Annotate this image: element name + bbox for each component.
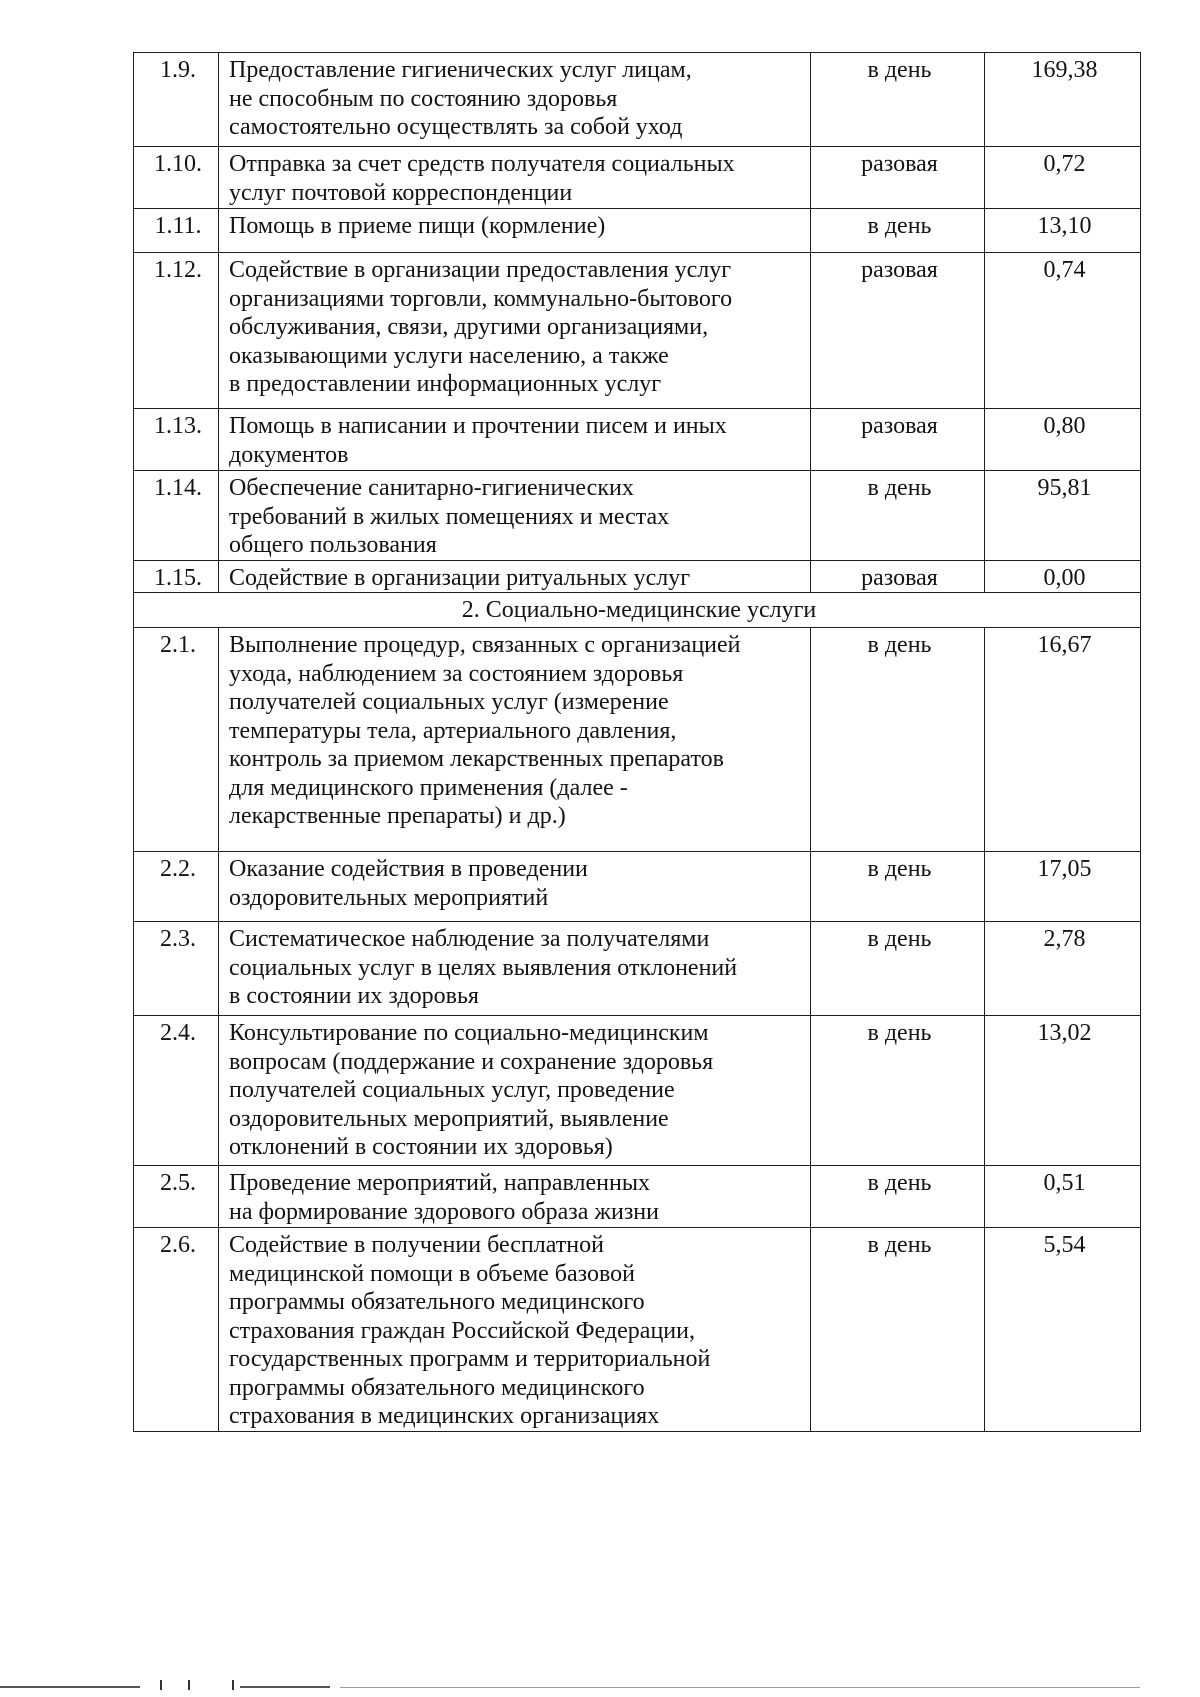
table-row (134, 147, 1141, 209)
row-number: 1.9. (134, 53, 219, 147)
service-name-line: Помощь в написании и прочтении писем и иных (229, 413, 727, 439)
service-price: 169,38 (985, 53, 1141, 147)
service-name-line: лекарственные препараты) и др.) (229, 803, 566, 829)
service-name-line: для медицинского применения (далее - (229, 774, 628, 801)
scan-edge-artifact (0, 1680, 1200, 1692)
service-price: 13,02 (985, 1016, 1141, 1166)
service-name (219, 409, 811, 471)
table-row (134, 253, 1141, 409)
row-number: 1.10. (134, 147, 219, 209)
table-row (134, 1016, 1141, 1166)
service-name-line: оздоровительных мероприятий (229, 884, 549, 911)
row-number: 2.3. (134, 922, 219, 1016)
service-name-line: Систематическое наблюдение за получателями (229, 926, 710, 952)
service-name (219, 1016, 811, 1166)
table-row (134, 628, 1141, 852)
service-name-line: страхования граждан Российской Федерации, (229, 1317, 695, 1344)
row-number: 1.12. (134, 253, 219, 409)
service-unit: в день (811, 209, 985, 253)
service-name-line: в состоянии их здоровья (229, 983, 479, 1009)
service-name-line: Проведение мероприятий, направленных (229, 1170, 650, 1196)
service-name-line: обслуживания, связи, другими организациями, (229, 314, 709, 340)
service-name-line: страхования в медицинских организациях (229, 1403, 660, 1429)
service-name-line: отклонений в состоянии их здоровья) (229, 1134, 613, 1160)
service-price: 16,67 (985, 628, 1141, 852)
service-name (219, 209, 811, 253)
table-row (134, 1228, 1141, 1432)
service-name-line: температуры тела, артериального давления, (229, 717, 677, 744)
service-unit: разовая (811, 253, 985, 409)
row-number: 2.6. (134, 1228, 219, 1432)
service-name (219, 471, 811, 561)
service-name-line: получателей социальных услуг, проведение (229, 1077, 675, 1103)
tariff-table-body (134, 53, 1141, 1432)
service-price: 5,54 (985, 1228, 1141, 1432)
service-unit: в день (811, 852, 985, 922)
service-name-line: документов (229, 441, 349, 468)
service-name-line: общего пользования (229, 532, 437, 558)
service-name-line: вопросам (поддержание и сохранение здоровья (229, 1048, 714, 1075)
service-name-line: Отправка за счет средств получателя социальных (229, 151, 735, 177)
service-price: 0,51 (985, 1166, 1141, 1228)
service-name-line: услуг почтовой корреспонденции (229, 179, 573, 206)
service-name (219, 1228, 811, 1432)
row-number: 1.15. (134, 560, 219, 593)
service-name-line: социальных услуг в целях выявления отклонений (229, 954, 738, 981)
table-row (134, 409, 1141, 471)
table-row (134, 560, 1141, 593)
service-name-line: Предоставление гигиенических услуг лицам, (229, 57, 692, 83)
service-name (219, 560, 811, 593)
service-name-line: Обеспечение санитарно-гигиенических (229, 475, 634, 501)
row-number: 1.14. (134, 471, 219, 561)
table-row (134, 53, 1141, 147)
table-row (134, 922, 1141, 1016)
service-name-line: контроль за приемом лекарственных препаратов (229, 746, 724, 772)
service-name-line: оказывающими услуги населению, а также (229, 342, 669, 369)
service-unit: в день (811, 922, 985, 1016)
row-number: 2.2. (134, 852, 219, 922)
service-name-line: оздоровительных мероприятий, выявление (229, 1105, 669, 1132)
service-price: 2,78 (985, 922, 1141, 1016)
service-name-line: Помощь в приеме пищи (кормление) (229, 213, 606, 239)
service-name-line: программы обязательного медицинского (229, 1374, 645, 1401)
service-name-line: не способным по состоянию здоровья (229, 85, 618, 112)
service-name-line: в предоставлении информационных услуг (229, 371, 662, 397)
service-price: 0,80 (985, 409, 1141, 471)
table-row (134, 471, 1141, 561)
row-number: 2.5. (134, 1166, 219, 1228)
service-price: 0,00 (985, 560, 1141, 593)
table-row (134, 1166, 1141, 1228)
service-name (219, 852, 811, 922)
row-number: 2.1. (134, 628, 219, 852)
service-name-line: на формирование здорового образа жизни (229, 1198, 659, 1225)
tariff-table (133, 52, 1141, 1432)
section-title: 2. Социально-медицинские услуги (134, 593, 1141, 628)
service-name-line: медицинской помощи в объеме базовой (229, 1260, 636, 1287)
service-price: 0,74 (985, 253, 1141, 409)
service-unit: в день (811, 53, 985, 147)
service-name-line: Содействие в организации предоставления услуг (229, 257, 732, 283)
service-unit: в день (811, 1228, 985, 1432)
table-row (134, 852, 1141, 922)
service-name-line: Выполнение процедур, связанных с организацией (229, 632, 741, 658)
service-name (219, 253, 811, 409)
service-name-line: государственных программ и территориальной (229, 1346, 711, 1372)
service-price: 0,72 (985, 147, 1141, 209)
service-name-line: программы обязательного медицинского (229, 1289, 645, 1315)
service-name-line: требований в жилых помещениях и местах (229, 503, 670, 530)
service-name-line: Содействие в организации ритуальных услуг (229, 564, 691, 591)
service-name (219, 147, 811, 209)
service-unit: в день (811, 471, 985, 561)
service-name-line: Оказание содействия в проведении (229, 856, 588, 882)
service-name-line: самостоятельно осуществлять за собой уход (229, 114, 683, 140)
service-name-line: Консультирование по социально-медицинским (229, 1020, 709, 1046)
service-unit: разовая (811, 409, 985, 471)
section-header-row (134, 593, 1141, 628)
service-unit: в день (811, 628, 985, 852)
row-number: 2.4. (134, 1016, 219, 1166)
service-name (219, 922, 811, 1016)
row-number: 1.13. (134, 409, 219, 471)
row-number: 1.11. (134, 209, 219, 253)
table-row (134, 209, 1141, 253)
service-price: 17,05 (985, 852, 1141, 922)
service-unit: разовая (811, 147, 985, 209)
service-name-line: получателей социальных услуг (измерение (229, 689, 669, 715)
service-name-line: ухода, наблюдением за состоянием здоровья (229, 660, 684, 687)
service-price: 95,81 (985, 471, 1141, 561)
service-name (219, 628, 811, 852)
service-name-line: Содействие в получении бесплатной (229, 1232, 604, 1258)
service-unit: в день (811, 1016, 985, 1166)
service-price: 13,10 (985, 209, 1141, 253)
service-name (219, 53, 811, 147)
service-name (219, 1166, 811, 1228)
service-unit: в день (811, 1166, 985, 1228)
service-name-line: организациями торговли, коммунально-бытового (229, 285, 733, 312)
service-unit: разовая (811, 560, 985, 593)
